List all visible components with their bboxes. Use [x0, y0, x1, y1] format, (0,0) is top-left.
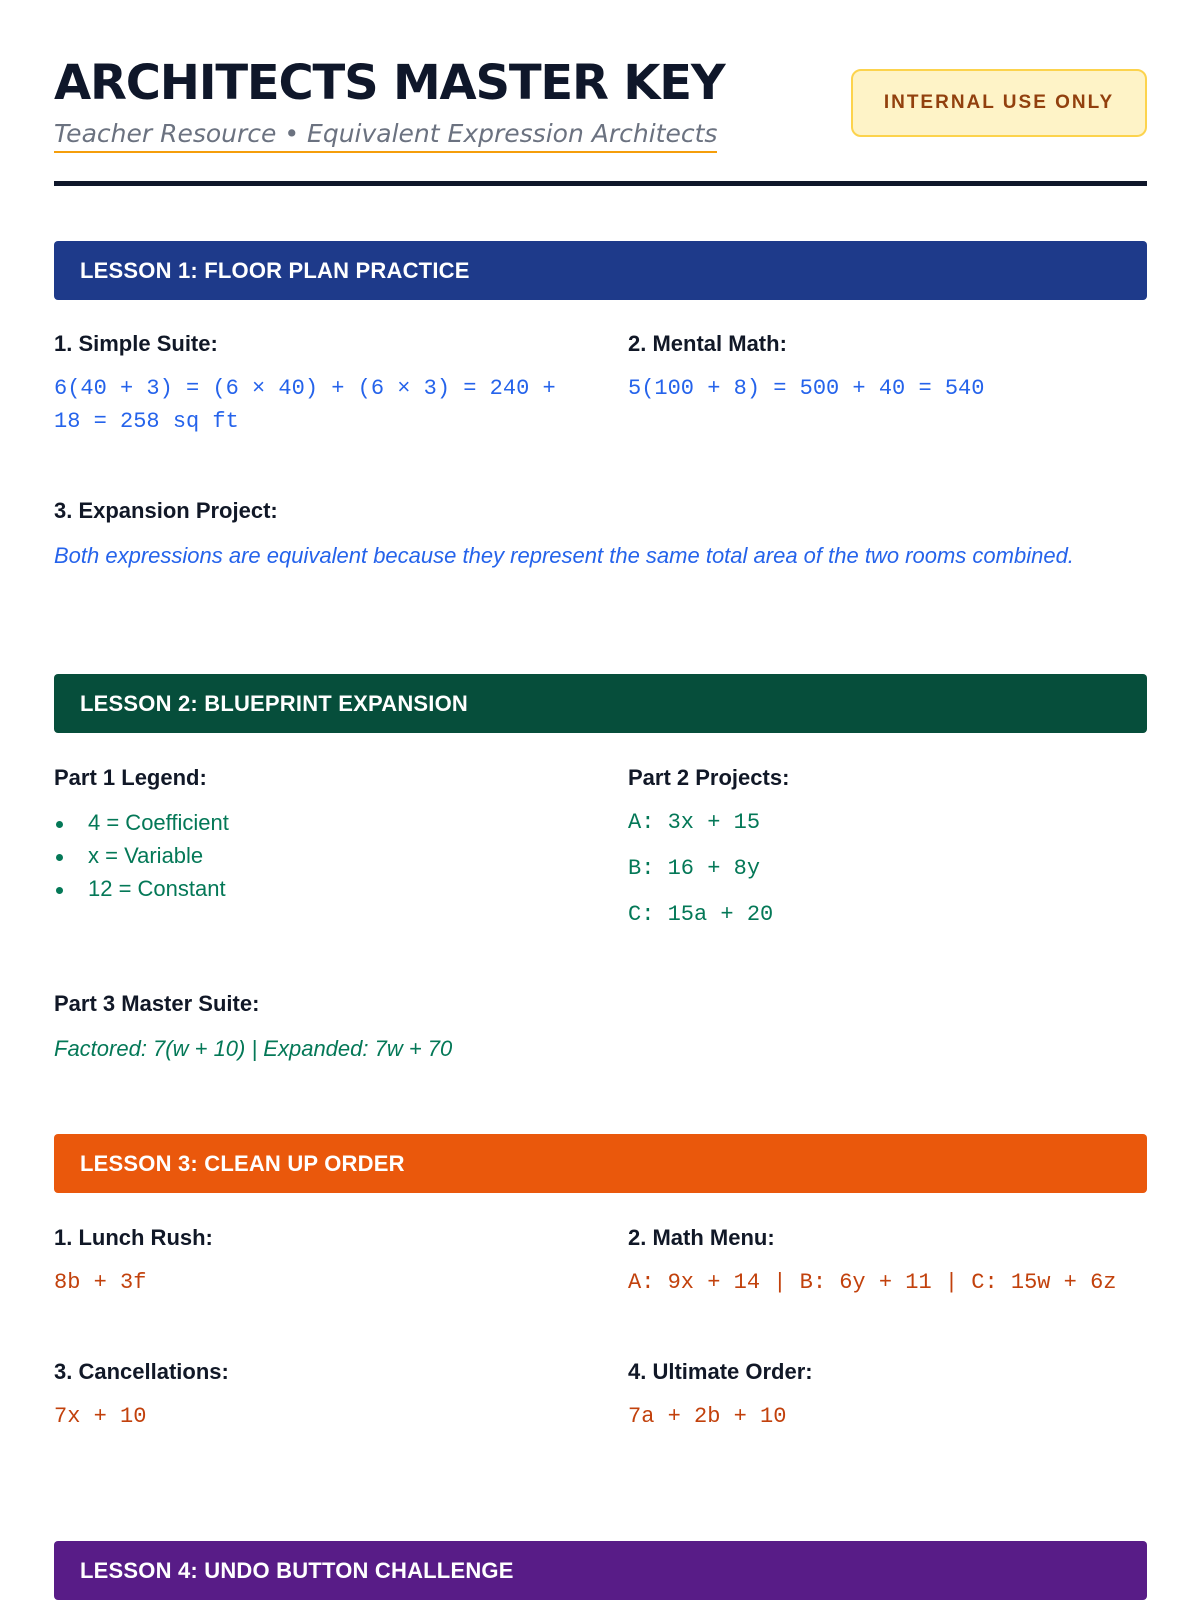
question-label: 3. Expansion Project: — [54, 498, 278, 523]
question-label: 4. Ultimate Order: — [628, 1359, 813, 1384]
list-item: x = Variable — [54, 839, 574, 872]
answer-text: 5(100 + 8) = 500 + 40 = 540 — [628, 376, 985, 401]
list-item: A: 3x + 15 — [628, 810, 761, 835]
header — [54, 54, 1147, 186]
list-item: C: 15a + 20 — [628, 902, 774, 927]
answer-text: 7a + 2b + 10 — [628, 1404, 787, 1429]
lesson-4-header: LESSON 4: UNDO BUTTON CHALLENGE — [54, 1541, 1147, 1600]
lesson-2-part-3 — [54, 990, 1147, 1065]
question-label: 2. Mental Math: — [628, 331, 787, 356]
question-label: 1. Lunch Rush: — [54, 1225, 213, 1250]
lesson-2-part-2 — [628, 764, 1147, 944]
lesson-2-header: LESSON 2: BLUEPRINT EXPANSION — [54, 674, 1147, 733]
question-label: 1. Simple Suite: — [54, 331, 218, 356]
question-label: Part 1 Legend: — [54, 765, 207, 790]
internal-use-badge: INTERNAL USE ONLY — [851, 69, 1147, 137]
answer-text: Both expressions are equivalent because they represent the same total area of the two rooms combined. — [54, 543, 1074, 568]
projects-list — [628, 806, 1147, 931]
lesson-1-question-1 — [54, 330, 574, 438]
lesson-1-header: LESSON 1: FLOOR PLAN PRACTICE — [54, 241, 1147, 300]
list-item: B: 16 + 8y — [628, 856, 761, 881]
lesson-2-part-1 — [54, 764, 574, 905]
answer-text: Factored: 7(w + 10) | Expanded: 7w + 70 — [54, 1036, 453, 1061]
answer-text: A: 9x + 14 | B: 6y + 11 | C: 15w + 6z — [628, 1270, 1117, 1295]
lesson-3-question-2 — [628, 1224, 1147, 1299]
question-label: 2. Math Menu: — [628, 1225, 775, 1250]
question-label: Part 2 Projects: — [628, 765, 790, 790]
lesson-3-question-1 — [54, 1224, 574, 1299]
lesson-3-question-4 — [628, 1358, 1147, 1433]
question-label: Part 3 Master Suite: — [54, 991, 260, 1016]
lesson-3-question-3 — [54, 1358, 574, 1433]
header-divider — [54, 181, 1147, 186]
legend-list — [54, 806, 574, 905]
lesson-1-question-2 — [628, 330, 1147, 405]
answer-text: 7x + 10 — [54, 1404, 147, 1429]
question-label: 3. Cancellations: — [54, 1359, 229, 1384]
answer-key-page — [54, 0, 1147, 1600]
answer-text: 8b + 3f — [54, 1270, 147, 1295]
answer-text: 6(40 + 3) = (6 × 40) + (6 × 3) = 240 + 18 = 258 sq ft — [54, 376, 556, 434]
lesson-1-question-3 — [54, 497, 1147, 572]
lesson-3-header: LESSON 3: CLEAN UP ORDER — [54, 1134, 1147, 1193]
page-title: ARCHITECTS MASTER KEY — [54, 55, 725, 111]
list-item: 12 = Constant — [54, 872, 574, 905]
page-subtitle: Teacher Resource • Equivalent Expression Architects — [54, 118, 717, 153]
list-item: 4 = Coefficient — [54, 806, 574, 839]
